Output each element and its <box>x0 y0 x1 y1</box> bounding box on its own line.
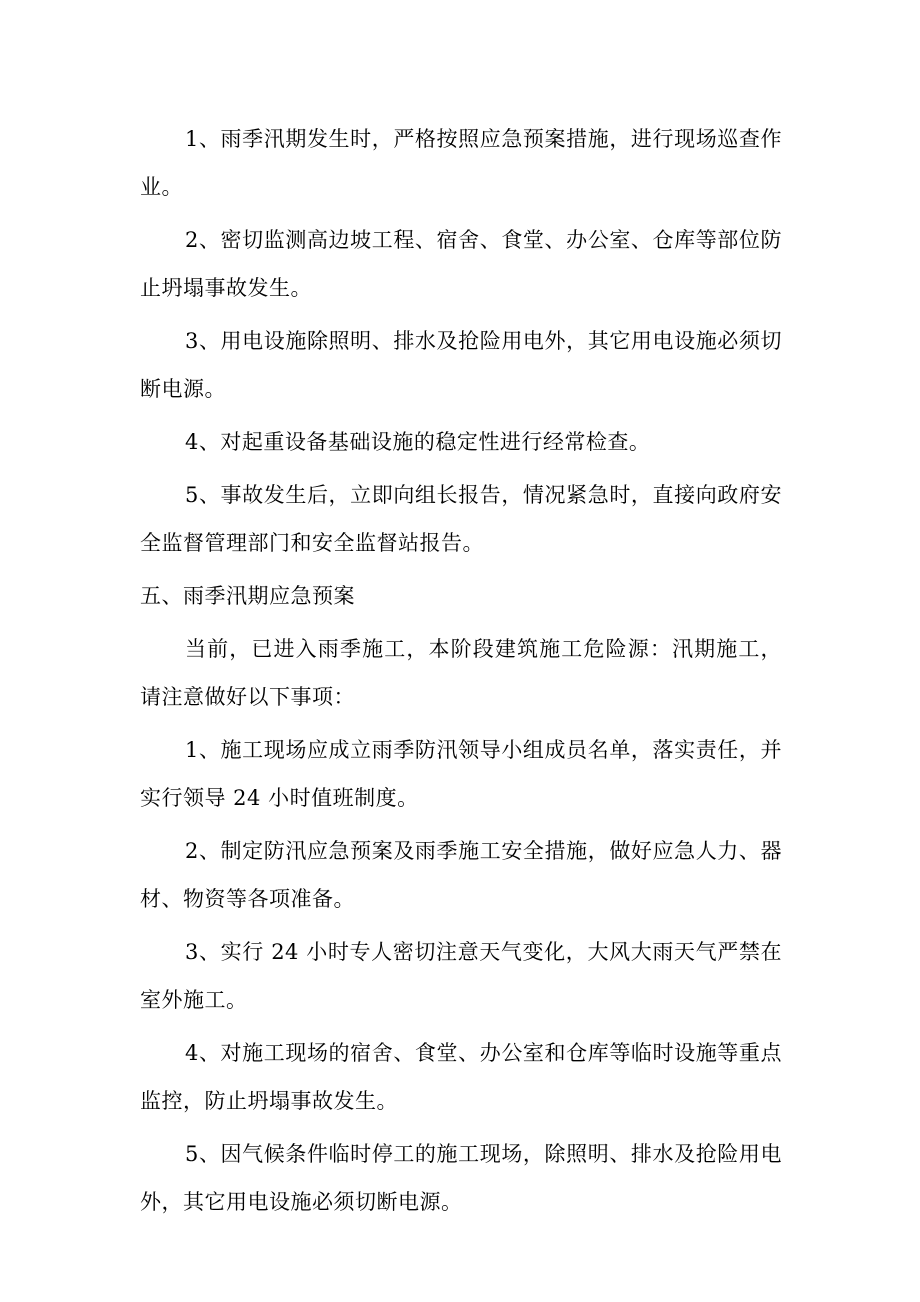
measure-item-5: 5、因气候条件临时停工的施工现场，除照明、排水及抢险用电外，其它用电设施必须切断电源。 <box>140 1142 782 1214</box>
measure-item-3: 3、实行 24 小时专人密切注意天气变化，大风大雨天气严禁在室外施工。 <box>140 940 782 1012</box>
paragraph-item-2: 2、密切监测高边坡工程、宿舍、食堂、办公室、仓库等部位防止坍塌事故发生。 <box>140 228 782 300</box>
paragraph-item-5: 5、事故发生后，立即向组长报告，情况紧急时，直接向政府安全监督管理部门和安全监督站报告。 <box>140 483 782 555</box>
section-heading: 五、雨季汛期应急预案 <box>140 584 355 608</box>
section-intro: 当前，已进入雨季施工，本阶段建筑施工危险源：汛期施工，请注意做好以下事项： <box>140 637 782 709</box>
paragraph-item-3: 3、用电设施除照明、排水及抢险用电外，其它用电设施必须切断电源。 <box>140 329 782 401</box>
document-page <box>140 115 782 1231</box>
measure-item-1: 1、施工现场应成立雨季防汛领导小组成员名单，落实责任，并实行领导 24 小时值班制度。 <box>140 738 782 810</box>
paragraph-item-1: 1、雨季汛期发生时，严格按照应急预案措施，进行现场巡查作业。 <box>140 127 782 199</box>
measure-item-4: 4、对施工现场的宿舍、食堂、办公室和仓库等临时设施等重点监控，防止坍塌事故发生。 <box>140 1041 782 1113</box>
measure-item-2: 2、制定防汛应急预案及雨季施工安全措施，做好应急人力、器材、物资等各项准备。 <box>140 839 782 911</box>
paragraph-item-4: 4、对起重设备基础设施的稳定性进行经常检查。 <box>185 430 651 454</box>
